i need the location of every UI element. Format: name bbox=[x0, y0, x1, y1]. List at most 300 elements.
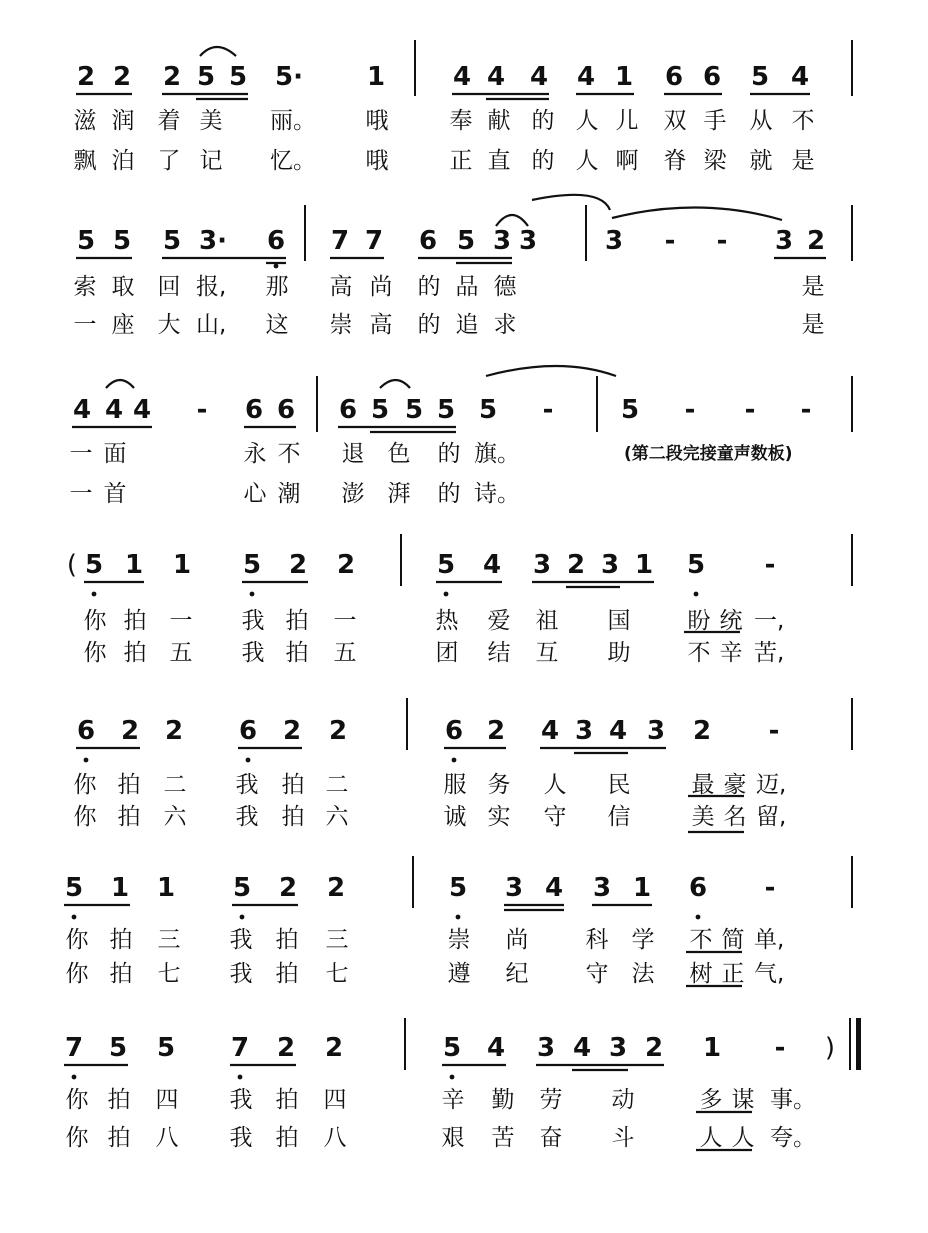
barline bbox=[316, 376, 318, 432]
lyric-char: 不 bbox=[687, 640, 711, 666]
lyric-char: 品 bbox=[455, 274, 479, 300]
note: 6 bbox=[238, 716, 258, 746]
lyric-char: 勤 bbox=[491, 1087, 515, 1113]
lyric-row-1 bbox=[0, 604, 928, 638]
lyric-char: 的 bbox=[531, 108, 555, 134]
lyric-char: 动 bbox=[611, 1087, 635, 1113]
lyric-char: 实 bbox=[487, 804, 511, 830]
note: 4 bbox=[790, 62, 810, 92]
lyric-char: 拍 bbox=[123, 608, 147, 634]
note: - bbox=[774, 1033, 786, 1063]
note: 5 bbox=[108, 1033, 128, 1063]
note: 2 bbox=[278, 873, 298, 903]
lyric-char: 拍 bbox=[107, 1087, 131, 1113]
note: 3 bbox=[504, 873, 524, 903]
lyric-row-1 bbox=[0, 270, 928, 304]
note: - bbox=[764, 873, 776, 903]
note: 5 bbox=[448, 873, 468, 903]
lyric-char: 你 bbox=[65, 961, 89, 987]
lyric-char: 信 bbox=[607, 804, 631, 830]
lyric-char: 润 bbox=[111, 108, 135, 134]
lyric-char: 儿 bbox=[615, 108, 639, 134]
lyric-char: 奋 bbox=[539, 1125, 563, 1151]
note: 2 bbox=[164, 716, 184, 746]
lyric-char: 双 bbox=[663, 108, 687, 134]
lyric-char: 啊 bbox=[615, 148, 639, 174]
note: 3 bbox=[574, 716, 594, 746]
note: 6 bbox=[338, 395, 358, 425]
lyric-char: 拍 bbox=[107, 1125, 131, 1151]
note: - bbox=[800, 395, 812, 425]
note: 5 bbox=[686, 550, 706, 580]
note: - bbox=[684, 395, 696, 425]
notation-row bbox=[0, 393, 928, 427]
note: 4 bbox=[132, 395, 152, 425]
note: 2 bbox=[282, 716, 302, 746]
lyric-char: 斗 bbox=[611, 1125, 635, 1151]
lyric-char: 首 bbox=[103, 481, 127, 507]
note: 3 bbox=[604, 226, 624, 256]
note: 5 bbox=[370, 395, 390, 425]
note: 3 bbox=[592, 873, 612, 903]
note: 4 bbox=[608, 716, 628, 746]
lyric-char: 留, bbox=[756, 804, 787, 830]
barline bbox=[851, 698, 853, 750]
lyric-char: 拍 bbox=[285, 608, 309, 634]
lyric-char: 夸。 bbox=[770, 1125, 816, 1151]
barline bbox=[851, 856, 853, 908]
note: 6 bbox=[266, 226, 286, 256]
note: 3 bbox=[536, 1033, 556, 1063]
lyric-row-2 bbox=[0, 477, 928, 511]
lyric-char: 拍 bbox=[275, 1125, 299, 1151]
lyric-char: 献 bbox=[487, 108, 511, 134]
lyric-row-1 bbox=[0, 1083, 928, 1117]
note: 3 bbox=[532, 550, 552, 580]
lyric-char: 三 bbox=[157, 927, 181, 953]
lyric-char: 的 bbox=[437, 481, 461, 507]
lyric-char: 结 bbox=[487, 640, 511, 666]
note: 1 bbox=[366, 62, 386, 92]
lyric-char: 迈, bbox=[756, 772, 787, 798]
lyric-char: 的 bbox=[531, 148, 555, 174]
lyric-char: 八 bbox=[155, 1125, 179, 1151]
lyric-char: 助 bbox=[607, 640, 631, 666]
note: 7 bbox=[364, 226, 384, 256]
lyric-char: 三 bbox=[325, 927, 349, 953]
lyric-char: 一 bbox=[333, 608, 357, 634]
note: 2 bbox=[76, 62, 96, 92]
lyric-char: 回 bbox=[157, 274, 181, 300]
note: 4 bbox=[486, 1033, 506, 1063]
lyric-char: 民 bbox=[607, 772, 631, 798]
lyric-char: 奉 bbox=[449, 108, 473, 134]
note: 4 bbox=[576, 62, 596, 92]
note: - bbox=[196, 395, 208, 425]
lyric-char: 七 bbox=[325, 961, 349, 987]
note: 1 bbox=[110, 873, 130, 903]
lyric-char: 谋 bbox=[731, 1087, 755, 1113]
note: 2 bbox=[120, 716, 140, 746]
note: 3 bbox=[600, 550, 620, 580]
lyric-char: 科 bbox=[585, 927, 609, 953]
lyric-char: 一, bbox=[754, 608, 785, 634]
note: 5 bbox=[156, 1033, 176, 1063]
note: 2 bbox=[324, 1033, 344, 1063]
lyric-char: 拍 bbox=[281, 772, 305, 798]
lyric-char: 守 bbox=[543, 804, 567, 830]
note: 2 bbox=[692, 716, 712, 746]
note: 2 bbox=[486, 716, 506, 746]
note: 5 bbox=[76, 226, 96, 256]
lyric-char: 苦 bbox=[491, 1125, 515, 1151]
note: 5 bbox=[750, 62, 770, 92]
lyric-char: 四 bbox=[323, 1087, 347, 1113]
lyric-char: 不 bbox=[689, 927, 713, 953]
lyric-char: 互 bbox=[535, 640, 559, 666]
lyric-char: 单, bbox=[754, 927, 785, 953]
lyric-char: 祖 bbox=[535, 608, 559, 634]
lyric-char: 辛 bbox=[719, 640, 743, 666]
note: - bbox=[744, 395, 756, 425]
note: 5 bbox=[442, 1033, 462, 1063]
lyric-char: 拍 bbox=[281, 804, 305, 830]
notation-row bbox=[0, 548, 928, 582]
lyric-char: 手 bbox=[703, 108, 727, 134]
note: 3· bbox=[199, 226, 227, 256]
lyric-char: 泊 bbox=[111, 148, 135, 174]
barline bbox=[851, 40, 853, 96]
note: 4 bbox=[452, 62, 472, 92]
barline bbox=[404, 1018, 406, 1070]
lyric-char: 是 bbox=[791, 148, 815, 174]
note: 1 bbox=[702, 1033, 722, 1063]
barline bbox=[851, 205, 853, 261]
note: 7 bbox=[330, 226, 350, 256]
lyric-char: 最 bbox=[691, 772, 715, 798]
lyric-char: 你 bbox=[83, 608, 107, 634]
lyric-char: 着 bbox=[157, 108, 181, 134]
lyric-char: 务 bbox=[487, 772, 511, 798]
note: 2 bbox=[288, 550, 308, 580]
lyric-char: 永 bbox=[243, 441, 267, 467]
lyric-char: 拍 bbox=[275, 927, 299, 953]
note: 2 bbox=[112, 62, 132, 92]
note: 4 bbox=[529, 62, 549, 92]
note: 1 bbox=[172, 550, 192, 580]
lyric-char: 哦 bbox=[365, 108, 389, 134]
lyric-char: 记 bbox=[199, 148, 223, 174]
lyric-char: 树 bbox=[689, 961, 713, 987]
lyric-char: 飘 bbox=[73, 148, 97, 174]
lyric-char: 团 bbox=[435, 640, 459, 666]
lyric-char: 豪 bbox=[723, 772, 747, 798]
note: 2 bbox=[336, 550, 356, 580]
final-barline-thick bbox=[856, 1018, 861, 1070]
barline bbox=[304, 205, 306, 261]
lyric-char: 不 bbox=[277, 441, 301, 467]
note: 4 bbox=[482, 550, 502, 580]
lyric-char: 你 bbox=[83, 640, 107, 666]
lyric-char: 我 bbox=[241, 608, 265, 634]
note: 6 bbox=[76, 716, 96, 746]
note: 5 bbox=[436, 395, 456, 425]
lyric-row-2 bbox=[0, 800, 928, 834]
lyric-char: 人 bbox=[543, 772, 567, 798]
lyric-char: 人 bbox=[575, 148, 599, 174]
lyric-char: 苦, bbox=[754, 640, 785, 666]
lyric-char: 尚 bbox=[369, 274, 393, 300]
lyric-char: 一 bbox=[69, 441, 93, 467]
lyric-char: 气, bbox=[754, 961, 785, 987]
lyric-char: 取 bbox=[111, 274, 135, 300]
lyric-char: 哦 bbox=[365, 148, 389, 174]
lyric-char: 艰 bbox=[441, 1125, 465, 1151]
lyric-char: 心 bbox=[243, 481, 267, 507]
lyric-char: 梁 bbox=[703, 148, 727, 174]
lyric-char: 拍 bbox=[275, 961, 299, 987]
note: 6 bbox=[244, 395, 264, 425]
note: 4 bbox=[572, 1033, 592, 1063]
lyric-char: 我 bbox=[235, 772, 259, 798]
lyric-char: 退 bbox=[341, 441, 365, 467]
paren-open: ( bbox=[66, 550, 78, 580]
lyric-char: 你 bbox=[73, 804, 97, 830]
lyric-char: 的 bbox=[437, 441, 461, 467]
lyric-char: 诗。 bbox=[474, 481, 520, 507]
lyric-char: 四 bbox=[155, 1087, 179, 1113]
lyric-char: 高 bbox=[369, 312, 393, 338]
lyric-row-1 bbox=[0, 104, 928, 138]
lyric-char: 座 bbox=[111, 312, 135, 338]
lyric-char: 六 bbox=[163, 804, 187, 830]
note: 6 bbox=[276, 395, 296, 425]
lyric-char: 是 bbox=[801, 274, 825, 300]
lyric-char: 拍 bbox=[123, 640, 147, 666]
lyric-char: 纪 bbox=[505, 961, 529, 987]
lyric-char: 法 bbox=[631, 961, 655, 987]
lyric-char: 遵 bbox=[447, 961, 471, 987]
lyric-char: 美 bbox=[691, 804, 715, 830]
lyric-char: 守 bbox=[585, 961, 609, 987]
lyric-char: 一 bbox=[69, 481, 93, 507]
lyric-char: 崇 bbox=[329, 312, 353, 338]
lyric-row-2 bbox=[0, 957, 928, 991]
lyric-char: 正 bbox=[721, 961, 745, 987]
note: 5 bbox=[162, 226, 182, 256]
lyric-char: 八 bbox=[323, 1125, 347, 1151]
lyric-row-1 bbox=[0, 437, 928, 471]
note: 2 bbox=[328, 716, 348, 746]
note: 2 bbox=[276, 1033, 296, 1063]
lyric-char: 这 bbox=[265, 312, 289, 338]
note: 4 bbox=[72, 395, 92, 425]
note: 5 bbox=[620, 395, 640, 425]
barline bbox=[585, 205, 587, 261]
lyric-char: 我 bbox=[241, 640, 265, 666]
lyric-char: 爱 bbox=[487, 608, 511, 634]
note: 4 bbox=[540, 716, 560, 746]
note: 2 bbox=[566, 550, 586, 580]
lyric-char: 大 bbox=[157, 312, 181, 338]
lyric-char: 简 bbox=[721, 927, 745, 953]
lyric-char: 五 bbox=[333, 640, 357, 666]
note: 3 bbox=[608, 1033, 628, 1063]
lyric-char: 我 bbox=[229, 1087, 253, 1113]
lyric-row-2 bbox=[0, 144, 928, 178]
lyric-char: 澎 bbox=[341, 481, 365, 507]
note: 5· bbox=[275, 62, 303, 92]
note: 5 bbox=[228, 62, 248, 92]
lyric-char: 滋 bbox=[73, 108, 97, 134]
note: 5 bbox=[112, 226, 132, 256]
lyric-char: 高 bbox=[329, 274, 353, 300]
lyric-char: 我 bbox=[229, 961, 253, 987]
lyric-row-1 bbox=[0, 768, 928, 802]
note: 4 bbox=[486, 62, 506, 92]
lyric-char: 德 bbox=[493, 274, 517, 300]
lyric-char: 六 bbox=[325, 804, 349, 830]
notation-row bbox=[0, 1031, 928, 1065]
lyric-row-2 bbox=[0, 1121, 928, 1155]
lyric-char: 人 bbox=[731, 1125, 755, 1151]
lyric-char: 人 bbox=[575, 108, 599, 134]
lyric-char: 丽。 bbox=[270, 108, 316, 134]
note: 5 bbox=[436, 550, 456, 580]
note: 5 bbox=[232, 873, 252, 903]
note: 5 bbox=[64, 873, 84, 903]
note: - bbox=[716, 226, 728, 256]
lyric-char: 追 bbox=[455, 312, 479, 338]
note: 5 bbox=[456, 226, 476, 256]
lyric-char: 就 bbox=[749, 148, 773, 174]
paren-close: ) bbox=[824, 1033, 836, 1063]
lyric-char: 你 bbox=[73, 772, 97, 798]
lyric-char: 盼 bbox=[687, 608, 711, 634]
lyric-char: 正 bbox=[449, 148, 473, 174]
final-barline-thin bbox=[849, 1018, 851, 1070]
barline bbox=[406, 698, 408, 750]
barline bbox=[414, 40, 416, 96]
note: 3 bbox=[646, 716, 666, 746]
note: 1 bbox=[634, 550, 654, 580]
lyric-char: 二 bbox=[163, 772, 187, 798]
note: - bbox=[768, 716, 780, 746]
lyric-char: 拍 bbox=[109, 927, 133, 953]
lyric-row-2 bbox=[0, 308, 928, 342]
notation-row bbox=[0, 714, 928, 748]
lyric-char: 事。 bbox=[770, 1087, 816, 1113]
note: 6 bbox=[664, 62, 684, 92]
lyric-char: 不 bbox=[791, 108, 815, 134]
lyric-char: 拍 bbox=[117, 804, 141, 830]
lyric-row-1 bbox=[0, 923, 928, 957]
note: 6 bbox=[418, 226, 438, 256]
lyric-char: 名 bbox=[723, 804, 747, 830]
lyric-char: 二 bbox=[325, 772, 349, 798]
notation-row bbox=[0, 60, 928, 94]
lyric-char: 崇 bbox=[447, 927, 471, 953]
lyric-char: 我 bbox=[235, 804, 259, 830]
lyric-char: 你 bbox=[65, 1087, 89, 1113]
lyric-char: 的 bbox=[417, 312, 441, 338]
barline bbox=[400, 534, 402, 586]
lyric-char: 从 bbox=[749, 108, 773, 134]
note: 6 bbox=[444, 716, 464, 746]
lyric-char: 潮 bbox=[277, 481, 301, 507]
note: 3 bbox=[774, 226, 794, 256]
lyric-char: 拍 bbox=[109, 961, 133, 987]
lyric-char: 一 bbox=[73, 312, 97, 338]
note: 5 bbox=[196, 62, 216, 92]
lyric-char: 了 bbox=[157, 148, 181, 174]
lyric-char: 拍 bbox=[117, 772, 141, 798]
note: 6 bbox=[702, 62, 722, 92]
lyric-char: 湃 bbox=[387, 481, 411, 507]
lyric-char: 脊 bbox=[663, 148, 687, 174]
lyric-char: 忆。 bbox=[270, 148, 316, 174]
note: 2 bbox=[806, 226, 826, 256]
note: 5 bbox=[84, 550, 104, 580]
lyric-char: 服 bbox=[443, 772, 467, 798]
barline bbox=[851, 376, 853, 432]
lyric-char: 美 bbox=[199, 108, 223, 134]
note: 3 bbox=[492, 226, 512, 256]
note: 1 bbox=[156, 873, 176, 903]
note: 4 bbox=[104, 395, 124, 425]
lyric-char: 报, bbox=[196, 274, 227, 300]
note: 1 bbox=[614, 62, 634, 92]
lyric-char: 多 bbox=[699, 1087, 723, 1113]
lyric-char: 劳 bbox=[539, 1087, 563, 1113]
note: - bbox=[664, 226, 676, 256]
lyric-char: 那 bbox=[265, 274, 289, 300]
lyric-char: 拍 bbox=[275, 1087, 299, 1113]
note: - bbox=[764, 550, 776, 580]
note: 5 bbox=[478, 395, 498, 425]
barline bbox=[412, 856, 414, 908]
lyric-char: 我 bbox=[229, 927, 253, 953]
barline bbox=[851, 534, 853, 586]
lyric-char: 色 bbox=[387, 441, 411, 467]
lyric-char: 直 bbox=[487, 148, 511, 174]
barline bbox=[596, 376, 598, 432]
note: 2 bbox=[162, 62, 182, 92]
lyric-char: 旗。 bbox=[474, 441, 520, 467]
lyric-char: 求 bbox=[493, 312, 517, 338]
notation-row bbox=[0, 871, 928, 905]
note: 2 bbox=[644, 1033, 664, 1063]
performance-note: (第二段完接童声数板) bbox=[624, 444, 793, 464]
lyric-char: 的 bbox=[417, 274, 441, 300]
lyric-char: 一 bbox=[169, 608, 193, 634]
lyric-char: 人 bbox=[699, 1125, 723, 1151]
lyric-char: 国 bbox=[607, 608, 631, 634]
note: 4 bbox=[544, 873, 564, 903]
note: 1 bbox=[632, 873, 652, 903]
note: 7 bbox=[64, 1033, 84, 1063]
note: 2 bbox=[326, 873, 346, 903]
note: 6 bbox=[688, 873, 708, 903]
lyric-char: 索 bbox=[73, 274, 97, 300]
lyric-char: 诚 bbox=[443, 804, 467, 830]
lyric-char: 山, bbox=[196, 312, 227, 338]
lyric-char: 你 bbox=[65, 927, 89, 953]
lyric-char: 面 bbox=[103, 441, 127, 467]
lyric-char: 我 bbox=[229, 1125, 253, 1151]
lyric-char: 拍 bbox=[285, 640, 309, 666]
notation-row bbox=[0, 224, 928, 258]
